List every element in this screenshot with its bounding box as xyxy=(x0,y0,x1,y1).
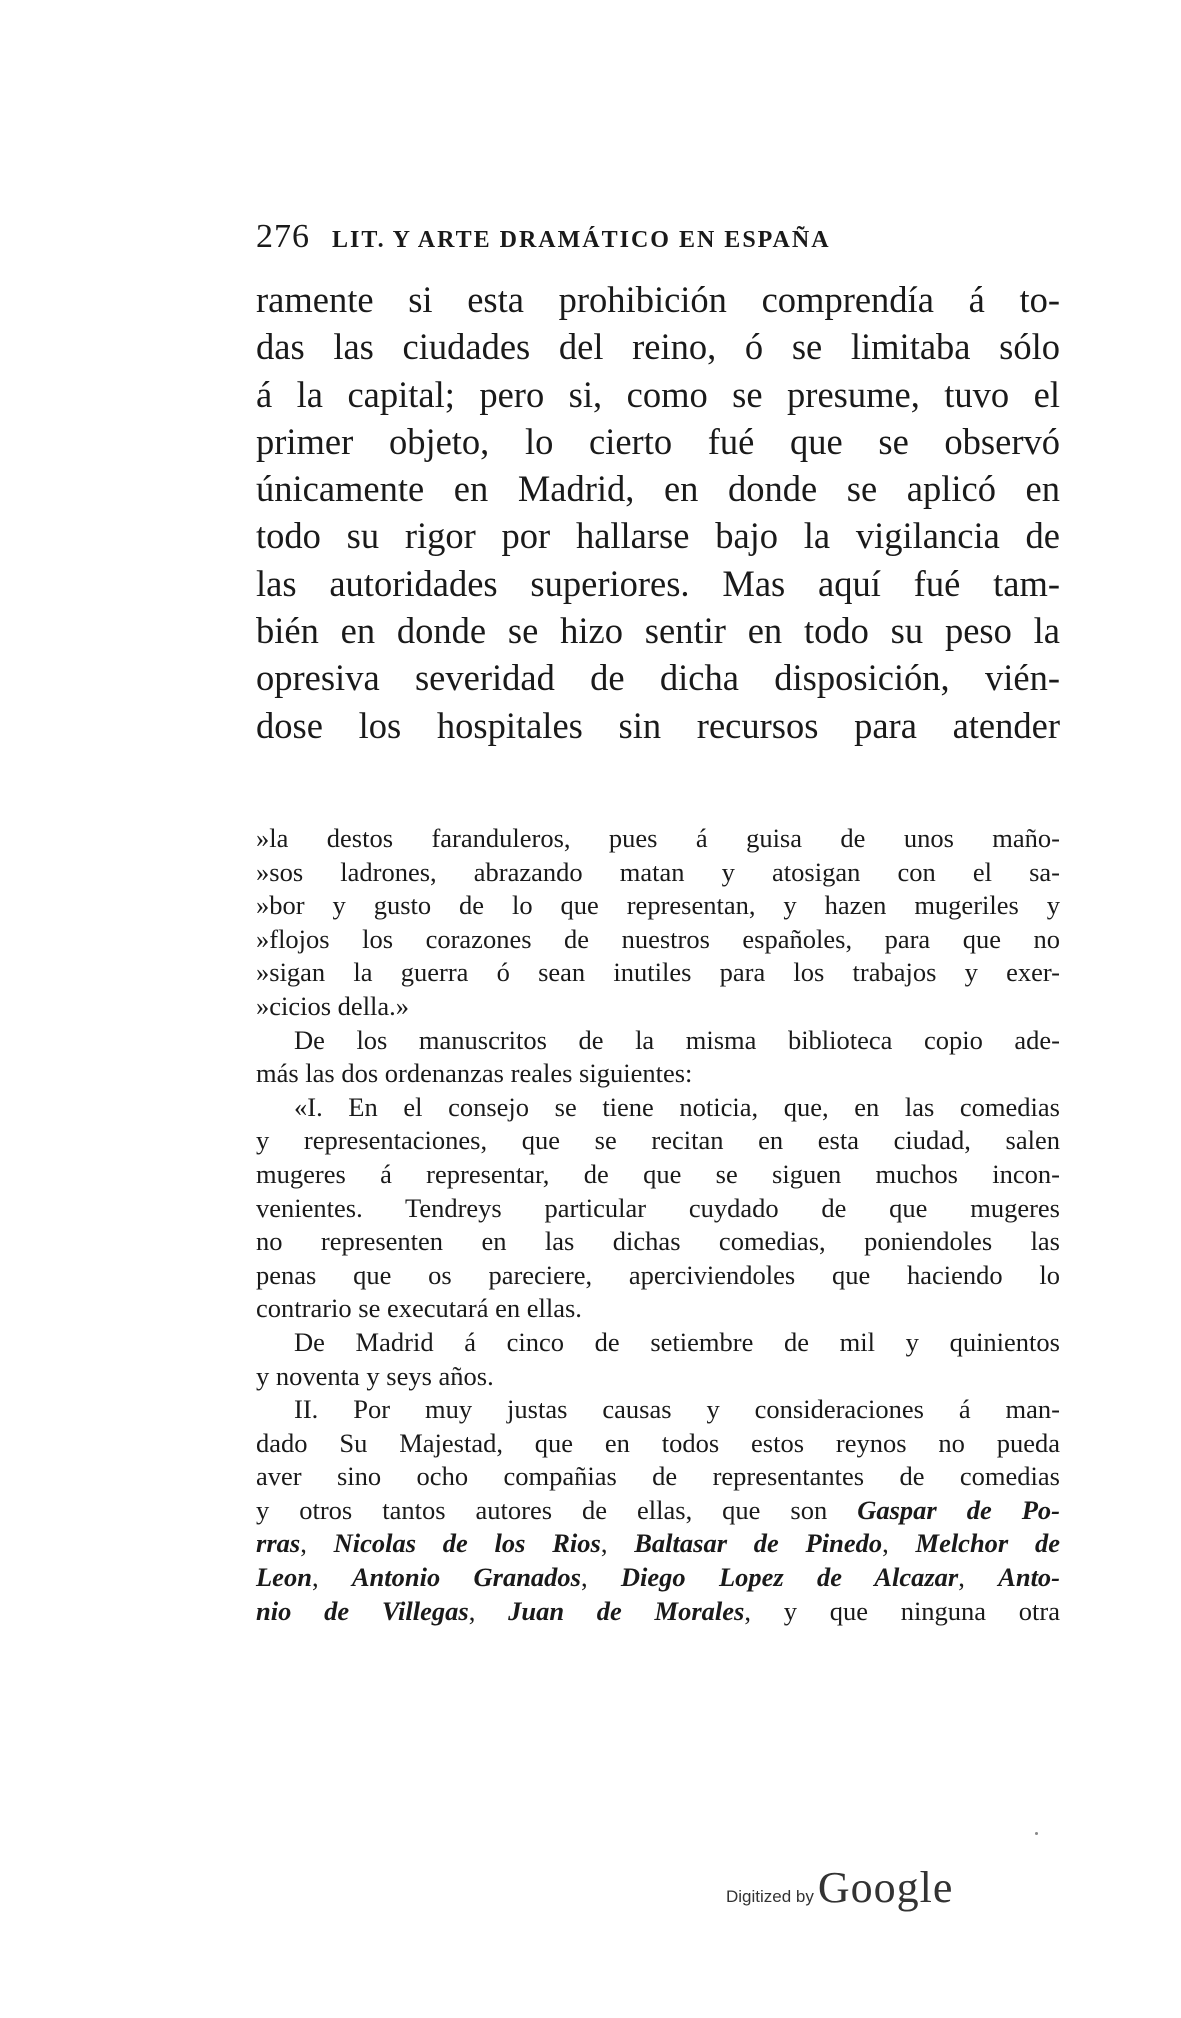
quote-line: »cicios della.» xyxy=(256,990,410,1021)
person-name: Gaspar de Po- xyxy=(857,1494,1060,1525)
quote-line: »bor y gusto de lo que representan, y hazen mugeriles y xyxy=(256,890,1060,921)
quote-line: »la destos faranduleros, pues á guisa de unos maño- xyxy=(256,823,1060,853)
names-line: nio de Villegas, Juan de Morales, y que ninguna otra xyxy=(256,1595,1061,1626)
ordinance-line: «I. En el consejo se tiene noticia, que, en las comedias xyxy=(294,1091,1060,1122)
names-line: rras, Nicolas de los Rios, Baltasar de Pinedo, Melchor de xyxy=(256,1528,1061,1559)
names-line: Leon, Antonio Granados, Diego Lopez de Alcazar, Anto- xyxy=(256,1562,1061,1593)
ordinance-line: venientes. Tendreys particular cuydado de que mugeres xyxy=(256,1192,1060,1223)
ordinance-line: II. Por muy justas causas y consideraciones á man- xyxy=(294,1394,1060,1425)
quote-line: »sos ladrones, abrazando matan y atosigan con el sa- xyxy=(256,856,1060,887)
person-name: Nicolas de los Rios xyxy=(333,1528,601,1559)
person-name: Baltasar de Pinedo xyxy=(634,1528,883,1559)
date-line: De Madrid á cinco de setiembre de mil y quinientos xyxy=(294,1326,1060,1357)
body-line: á la capital; pero si, como se presume, tuvo el xyxy=(256,373,1060,415)
intro-line: más las dos ordenanzas reales siguientes: xyxy=(256,1058,693,1089)
quote-line: »flojos los corazones de nuestros españoles, para que no xyxy=(256,923,1060,954)
body-line: todo su rigor por hallarse bajo la vigilancia de xyxy=(256,515,1060,557)
person-name: Melchor de xyxy=(915,1528,1061,1559)
ordinance-line: dado Su Majestad, que en todos estos reynos no pueda xyxy=(256,1427,1060,1458)
person-name: Antonio Granados xyxy=(351,1562,582,1593)
ordinance-line: contrario se executará en ellas. xyxy=(256,1293,582,1324)
person-name: Leon xyxy=(256,1562,312,1593)
names-line-tail: y que ninguna otra xyxy=(783,1595,1061,1626)
ordinance-line: penas que os pareciere, aperciviendoles que haciendo lo xyxy=(256,1259,1060,1290)
person-name: Juan de Morales xyxy=(508,1595,745,1626)
scan-speck xyxy=(1035,1832,1038,1835)
names-line-text: y otros tantos autores de ellas, que son xyxy=(256,1494,828,1525)
date-line: y noventa y seys años. xyxy=(256,1360,494,1391)
ordinance-line: no representen en las dichas comedias, poniendoles las xyxy=(256,1226,1060,1257)
ordinance-line: aver sino ocho compañias de representantes de comedias xyxy=(256,1461,1060,1492)
page-header xyxy=(256,218,1056,264)
running-title: LIT. Y ARTE DRAMÁTICO EN ESPAÑA xyxy=(332,227,831,253)
main-body-text xyxy=(256,276,1060,749)
intro-line: De los manuscritos de la misma biblioteca copio ade- xyxy=(294,1024,1060,1055)
body-line: bién en donde se hizo sentir en todo su peso la xyxy=(256,610,1060,652)
person-name: Diego Lopez de Alcazar xyxy=(620,1562,959,1593)
page-number: 276 xyxy=(256,218,310,255)
names-line xyxy=(256,1494,1060,1528)
body-line: opresiva severidad de dicha disposición, vién- xyxy=(256,657,1060,699)
person-name: Anto- xyxy=(998,1562,1061,1593)
notes-section xyxy=(256,822,1060,1628)
person-name: rras xyxy=(256,1528,301,1559)
body-line: dose los hospitales sin recursos para atender xyxy=(256,704,1060,746)
ordinance-line: mugeres á representar, de que se siguen muchos incon- xyxy=(256,1158,1060,1189)
body-line: ramente si esta prohibición comprendía á to- xyxy=(256,279,1060,320)
body-line: únicamente en Madrid, en donde se aplicó en xyxy=(256,468,1060,510)
body-line: das las ciudades del reino, ó se limitaba sólo xyxy=(256,326,1060,368)
ordinance-line: y representaciones, que se recitan en esta ciudad, salen xyxy=(256,1125,1060,1156)
person-name: nio de Villegas xyxy=(256,1595,469,1626)
body-line: primer objeto, lo cierto fué que se observó xyxy=(256,420,1060,462)
digitization-watermark xyxy=(726,1862,1026,1922)
body-line: las autoridades superiores. Mas aquí fué tam- xyxy=(256,562,1060,604)
digitized-by-label: Digitized by xyxy=(726,1887,814,1906)
google-logo: Google xyxy=(817,1863,954,1912)
quote-line: »sigan la guerra ó sean inutiles para los trabajos y exer- xyxy=(256,957,1060,988)
